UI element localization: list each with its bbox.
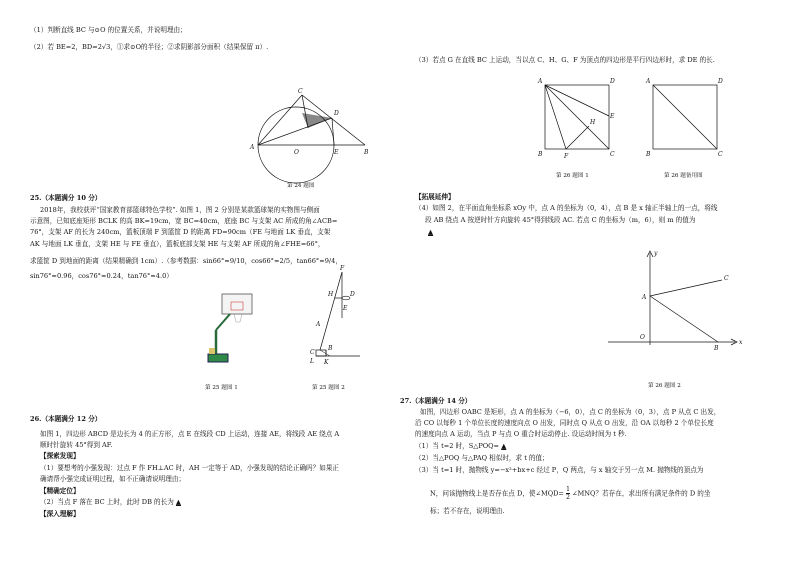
fig26-3-label-x: x — [739, 339, 743, 346]
fig25-label-k: K — [324, 359, 329, 366]
q25-line2: 示意图，已知底座矩形 BCLK 的高 BK=19cm，宽 BC=40cm，底座 BC 与支架 AC 所成的角∠ACB= — [30, 217, 338, 225]
fig25-1-caption: 第 25 题图 1 — [205, 385, 238, 391]
fig24-label-d: D — [334, 110, 339, 117]
q26-line2: 顺时针旋转 45°得到 AF. — [40, 441, 113, 449]
q25-line6: sin76°≈0.96，cos76°≈0.24，tan76°≈4.0） — [30, 272, 173, 280]
q25-line5: 求篮筐 D 到地面的距离（结果精确到 1cm）.（参考数据：sin66°≈9/10，cos66°≈2/5，tan66°≈9/4， — [30, 257, 342, 265]
q26-part2-text: （2）当点 F 落在 BC 上时，此时 DB 的长为 — [40, 498, 174, 506]
fig24-caption: 第 24 题图 — [287, 183, 315, 189]
q27-part2: （2）当△POQ 与△PAQ 相似时，求 t 的值； — [415, 454, 549, 462]
fig24-label-b: B — [364, 149, 369, 156]
fig26-label-h: H — [590, 119, 596, 126]
q26-part4-answer — [428, 228, 433, 237]
fig26-3-label-y: y — [654, 250, 658, 257]
fig25-2-side-view-diagram — [302, 265, 362, 370]
q27-part1-text: （1）当 t=2 时，S△POQ= — [415, 442, 500, 450]
q26-deep-heading: 【深入理解】 — [40, 510, 80, 518]
fig26-label-f: F — [564, 153, 569, 160]
q27-part3c: 标；若不存在，说明理由. — [430, 507, 505, 515]
q26-part1b: 确请帮小强完成证明过程，如不正确请说明理由； — [40, 475, 186, 483]
q25-line1: 2018年，我校获评“国家教育部篮球特色学校”. 如图 1，图 2 分别是某款篮球架的实物图与侧面 — [40, 206, 320, 214]
q26-extension-heading: 【拓展延伸】 — [415, 193, 455, 201]
fig25-label-f: F — [340, 265, 345, 272]
fig26-label-c: C — [610, 151, 615, 158]
fig26-label-b: B — [538, 151, 543, 158]
q26-line1: 如图 1，四边形 ABCD 是边长为 4 的正方形，点 E 在线段 CD 上运动，连接 AE，将线段 AE 绕点 A — [40, 430, 340, 438]
q27-part1 — [415, 442, 506, 451]
q26-part4a: （4）如图 2，在平面直角坐标系 xOy 中，点 A 的坐标为（0，4），点 B 是 x 轴正半轴上的一点，将线 — [415, 204, 718, 212]
q27-part3a: （3）当 t=1 时，抛物线 y=−x²+bx+c 经过 P，Q 两点，与 x 轴交于另一点 M. 抛物线的顶点为 — [415, 466, 704, 474]
fig24-label-e: E — [334, 149, 339, 156]
fig25-label-c: C — [310, 349, 315, 356]
q27-part3b-text: N，问该抛物线上是否存在点 D，使∠MQD= — [430, 489, 564, 498]
fig26-spare-label-c: C — [718, 151, 723, 158]
fig26-label-d: D — [610, 78, 615, 85]
q27-line1: 如图，四边形 OABC 是矩形，点 A 的坐标为（−6，0），点 C 的坐标为（0，3），点 P 从点 C 出发， — [420, 408, 721, 416]
q24-part2: （2）若 BE=2，BD=2√3，①求⊙O的半径；②求阴影部分面积（结果保留 π）. — [30, 43, 269, 51]
q27-part1-answer-blank: ▲ — [501, 442, 507, 450]
fig26-spare-square-diagram — [648, 80, 728, 160]
fig26-3-label-o: O — [640, 334, 645, 341]
fig26-spare-label-d: D — [718, 78, 723, 85]
fig25-label-b: B — [328, 345, 333, 352]
fig24-label-a: A — [250, 144, 255, 151]
fig26-label-a: A — [538, 78, 543, 85]
q25-line3: 76°，支架 AF 的长为 240cm，篮板顶端 F 到篮筐 D 的距离 FD=90cm（FE 与地面 LK 垂直，支架 — [30, 228, 331, 236]
fig25-label-h: H — [328, 291, 334, 298]
fig26-3-label-b: B — [714, 345, 719, 352]
fig24-label-c: C — [298, 88, 303, 95]
q26-part2-answer-blank: ▲ — [175, 498, 181, 506]
fig24-label-o: O — [294, 149, 299, 156]
q25-heading: 25.（本题满分 10 分） — [30, 194, 102, 202]
q25-line4: AK 与地面 LK 垂直，支架 HE 与 FE 垂直），篮板底部支架 HE 与支架 AF 所成的角∠FHE=66°， — [30, 240, 325, 248]
fig25-label-e: E — [343, 305, 348, 312]
q27-heading: 27.（本题满分 14 分） — [400, 397, 472, 405]
q26-position-heading: 【精确定位】 — [40, 487, 80, 495]
fig25-2-caption: 第 25 题图 2 — [312, 385, 345, 391]
fig26-2-caption: 第 26 题备用图 — [664, 173, 703, 179]
q27-line3: 的速度向点 A 运动，当点 P 与点 O 重合时运动停止. 设运动时间为 t 秒. — [415, 430, 627, 438]
fig25-label-l: L — [310, 358, 314, 365]
q26-part1a: （1）要想考的小强发现：过点 F 作 FH⊥AC 时，AH 一定等于 AD，小强发现的结论正确吗？如果正 — [40, 464, 340, 472]
fig25-label-a: A — [316, 321, 321, 328]
fig26-1-caption: 第 26 题图 1 — [556, 173, 589, 179]
fig25-1-basketball-stand-photo — [200, 290, 260, 370]
q24-part1: （1）判断直线 BC 与⊙O 的位置关系，并说明理由； — [30, 26, 187, 34]
fig25-label-d: D — [350, 291, 355, 298]
q27-fraction-denominator: 2 — [566, 494, 570, 501]
q27-part3b-rest: ∠MNQ？若存在，求出所有满足条件的 D 的坐 — [572, 489, 711, 498]
fig26-2-coordinate-diagram — [600, 245, 750, 355]
fig26-1-square-diagram — [540, 80, 620, 160]
q26-heading: 26.（本题满分 12 分） — [30, 415, 102, 423]
fig26-label-e: E — [610, 113, 615, 120]
q26-part3: （3）若点 G 在直线 BC 上运动，当以点 C、H、G、F 为顶点的四边形是平行四边形时，求 DE 的长. — [415, 56, 715, 64]
q27-line2: 沿 CO 以每秒 1 个单位长度的速度向点 O 出发，同时点 Q 从点 O 出发，沿 OA 以每秒 2 个单位长度 — [415, 419, 714, 427]
q26-part4b: 段 AB 绕点 A 按逆时针方向旋转 45°得到线段 AC. 若点 C 的坐标为（m，6），则 m 的值为 — [425, 216, 696, 224]
fig26-3-caption: 第 26 题图 2 — [648, 383, 681, 389]
q26-explore-heading: 【探索发现】 — [40, 452, 80, 460]
q27-half-fraction — [566, 486, 570, 501]
fig26-3-label-c: C — [724, 275, 729, 282]
fig26-spare-label-a: A — [646, 78, 651, 85]
fig24-circle-diagram — [240, 85, 380, 165]
q26-part2 — [40, 498, 181, 507]
q26-part4-answer-blank: ▲ — [428, 228, 434, 236]
fig26-3-label-a: A — [642, 294, 647, 301]
q27-fraction-numerator: 1 — [566, 486, 570, 493]
fig26-spare-label-b: B — [646, 151, 651, 158]
q27-part3b — [430, 486, 710, 501]
